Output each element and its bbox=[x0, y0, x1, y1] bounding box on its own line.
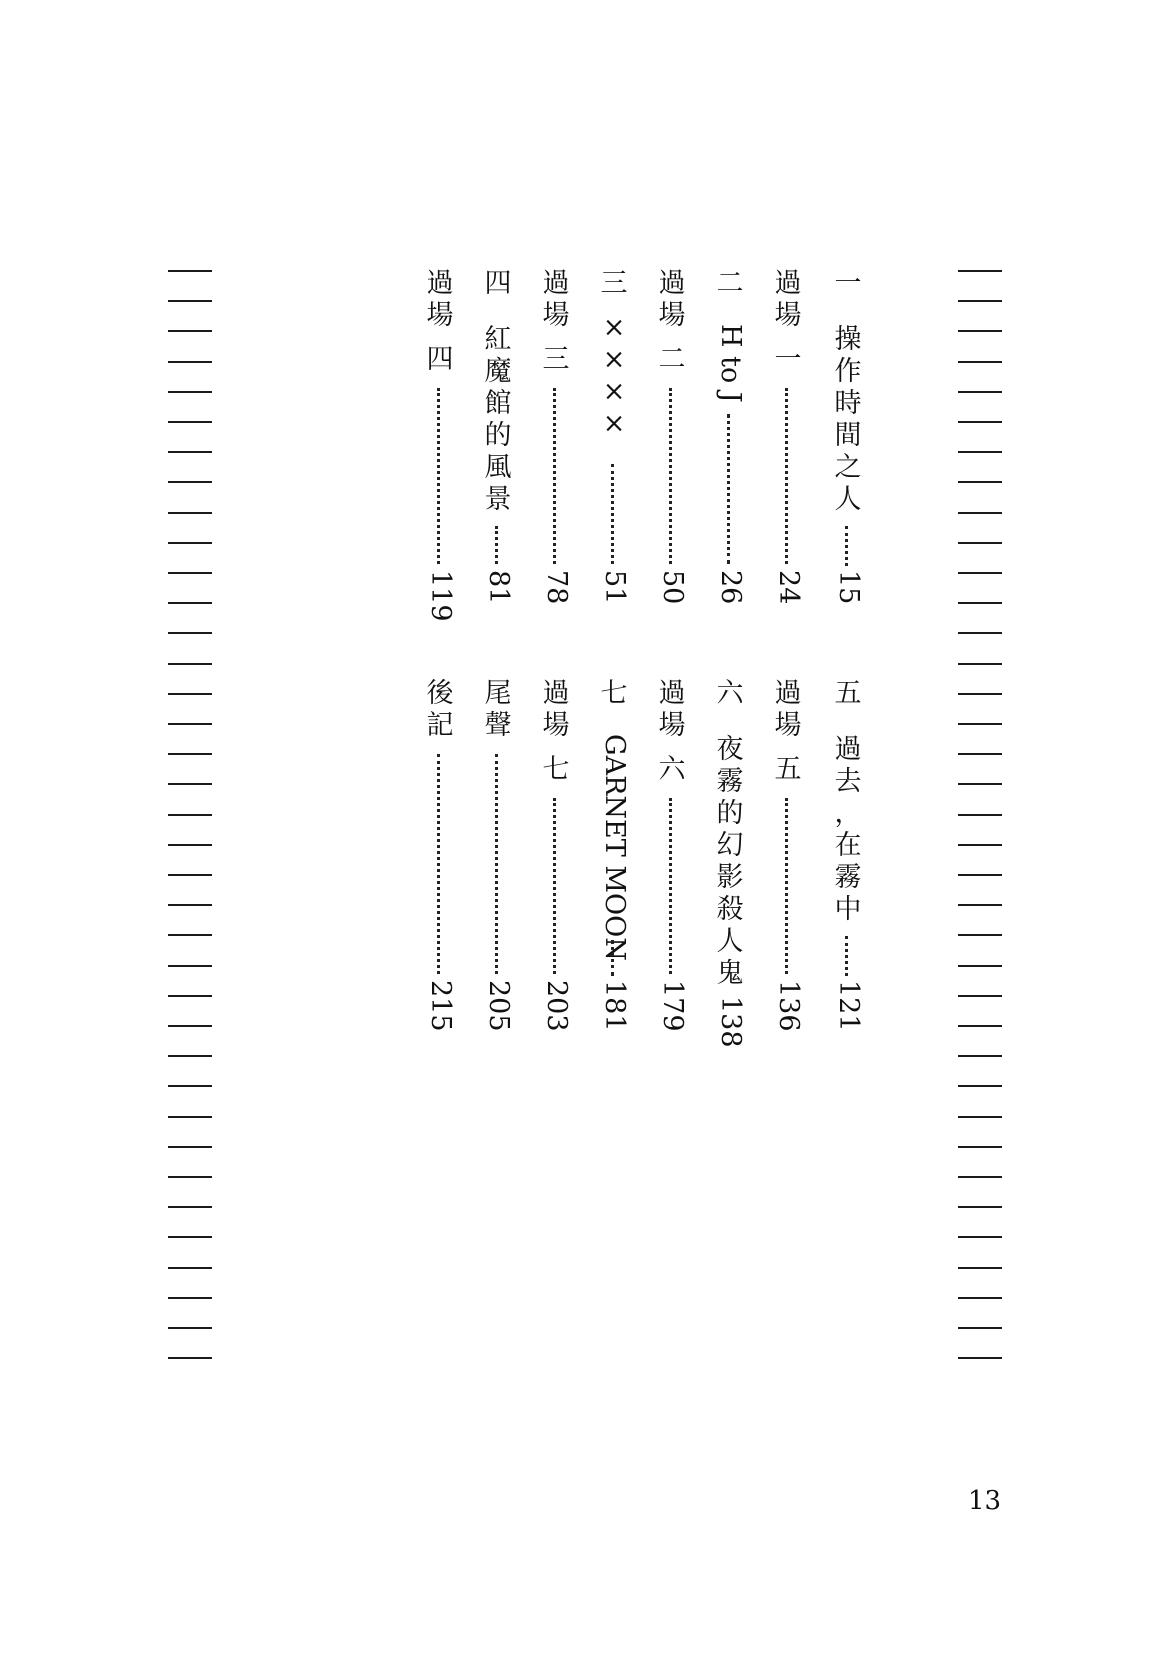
border-dash bbox=[168, 1176, 212, 1178]
border-dash bbox=[168, 602, 212, 604]
border-dash bbox=[958, 995, 1002, 997]
border-dash bbox=[168, 965, 212, 967]
border-dash bbox=[958, 874, 1002, 876]
border-dash bbox=[958, 391, 1002, 393]
toc-entry-page: 215 bbox=[425, 980, 456, 1032]
border-dash bbox=[958, 904, 1002, 906]
toc-entry-page: 179 bbox=[657, 980, 688, 1032]
toc-entry-page: 26 bbox=[715, 570, 746, 605]
chapter-number: 一 bbox=[834, 268, 862, 299]
border-dash bbox=[958, 1085, 1002, 1087]
border-dash bbox=[168, 572, 212, 574]
border-dash bbox=[168, 1297, 212, 1299]
border-dash bbox=[168, 874, 212, 876]
border-dash bbox=[168, 1206, 212, 1208]
border-dash bbox=[168, 663, 212, 665]
border-dash bbox=[168, 753, 212, 755]
border-dash bbox=[168, 1236, 212, 1238]
border-dash bbox=[168, 904, 212, 906]
border-dash bbox=[168, 814, 212, 816]
toc-entry-page: 15 bbox=[833, 570, 864, 605]
toc-entry-page: 205 bbox=[483, 980, 514, 1032]
border-dash bbox=[958, 542, 1002, 544]
border-dash bbox=[168, 1116, 212, 1118]
border-dash bbox=[168, 1146, 212, 1148]
border-dash bbox=[168, 632, 212, 634]
border-dash bbox=[958, 814, 1002, 816]
border-dash bbox=[168, 1267, 212, 1269]
toc-entry-page: 81 bbox=[483, 570, 514, 605]
toc-entry-page: 78 bbox=[541, 570, 572, 605]
toc-entry-label: 操 作 時 間 之 人 bbox=[834, 324, 862, 515]
border-dash bbox=[958, 481, 1002, 483]
border-dash bbox=[958, 1055, 1002, 1057]
border-dash bbox=[168, 1055, 212, 1057]
border-dash bbox=[958, 270, 1002, 272]
table-of-contents: 一 操 作 時 間 之 人 15 過 場 一 24 二 H to J 26 過 場 二 50 三 × × × × 51 過 場 三 78 四 紅 魔 館 的 風 景 81 過 場 四 119 五 過 去 ， 在 霧 中 121 過 場 五 136 六 夜 霧 的 幻 影 殺 人 鬼 138 過 場 六 179 七 GARNET MOON 181 過 場 七 203 尾 聲 205 後 記 215 bbox=[250, 268, 910, 1118]
border-dash bbox=[168, 391, 212, 393]
border-dash bbox=[958, 1327, 1002, 1329]
border-dash bbox=[168, 451, 212, 453]
border-dash bbox=[958, 1236, 1002, 1238]
border-dash bbox=[168, 421, 212, 423]
border-dash bbox=[168, 330, 212, 332]
toc-entry-page: 50 bbox=[657, 570, 688, 605]
toc-entry-page: 24 bbox=[773, 570, 804, 605]
border-dash bbox=[168, 934, 212, 936]
border-dash bbox=[958, 693, 1002, 695]
border-dash bbox=[958, 844, 1002, 846]
toc-entry-page: 136 bbox=[773, 980, 804, 1032]
page-number: 13 bbox=[968, 1486, 1002, 1516]
border-dash bbox=[958, 421, 1002, 423]
border-dash bbox=[958, 965, 1002, 967]
border-dash bbox=[168, 1327, 212, 1329]
border-dash bbox=[958, 783, 1002, 785]
border-dash bbox=[958, 602, 1002, 604]
border-dash bbox=[958, 1116, 1002, 1118]
border-dash bbox=[958, 300, 1002, 302]
border-dash bbox=[958, 330, 1002, 332]
border-dash bbox=[168, 1025, 212, 1027]
border-dash bbox=[958, 451, 1002, 453]
toc-entry-page: 181 bbox=[599, 980, 630, 1032]
border-dash bbox=[958, 1206, 1002, 1208]
border-dash bbox=[958, 632, 1002, 634]
border-dash bbox=[958, 1176, 1002, 1178]
border-dash bbox=[958, 1267, 1002, 1269]
border-dash bbox=[958, 1357, 1002, 1359]
border-dash bbox=[958, 361, 1002, 363]
border-dash bbox=[958, 1025, 1002, 1027]
border-dash bbox=[958, 663, 1002, 665]
border-dash bbox=[958, 723, 1002, 725]
border-dash bbox=[168, 361, 212, 363]
border-dash bbox=[958, 1297, 1002, 1299]
right-dash-border bbox=[958, 250, 1006, 1430]
border-dash bbox=[168, 1085, 212, 1087]
border-dash bbox=[168, 995, 212, 997]
border-dash bbox=[958, 1146, 1002, 1148]
border-dash bbox=[168, 844, 212, 846]
border-dash bbox=[168, 783, 212, 785]
toc-entry-page: 138 bbox=[715, 996, 746, 1048]
border-dash bbox=[168, 300, 212, 302]
toc-entry-page: 51 bbox=[599, 570, 630, 605]
border-dash bbox=[168, 481, 212, 483]
border-dash bbox=[168, 542, 212, 544]
border-dash bbox=[958, 572, 1002, 574]
toc-entry-page: 119 bbox=[425, 570, 456, 622]
toc-entry-page: 203 bbox=[541, 980, 572, 1032]
left-dash-border bbox=[168, 250, 216, 1430]
border-dash bbox=[168, 723, 212, 725]
border-dash bbox=[168, 270, 212, 272]
border-dash bbox=[958, 934, 1002, 936]
border-dash bbox=[168, 693, 212, 695]
border-dash bbox=[168, 1357, 212, 1359]
border-dash bbox=[958, 512, 1002, 514]
border-dash bbox=[168, 512, 212, 514]
border-dash bbox=[958, 753, 1002, 755]
toc-entry-page: 121 bbox=[833, 980, 864, 1032]
